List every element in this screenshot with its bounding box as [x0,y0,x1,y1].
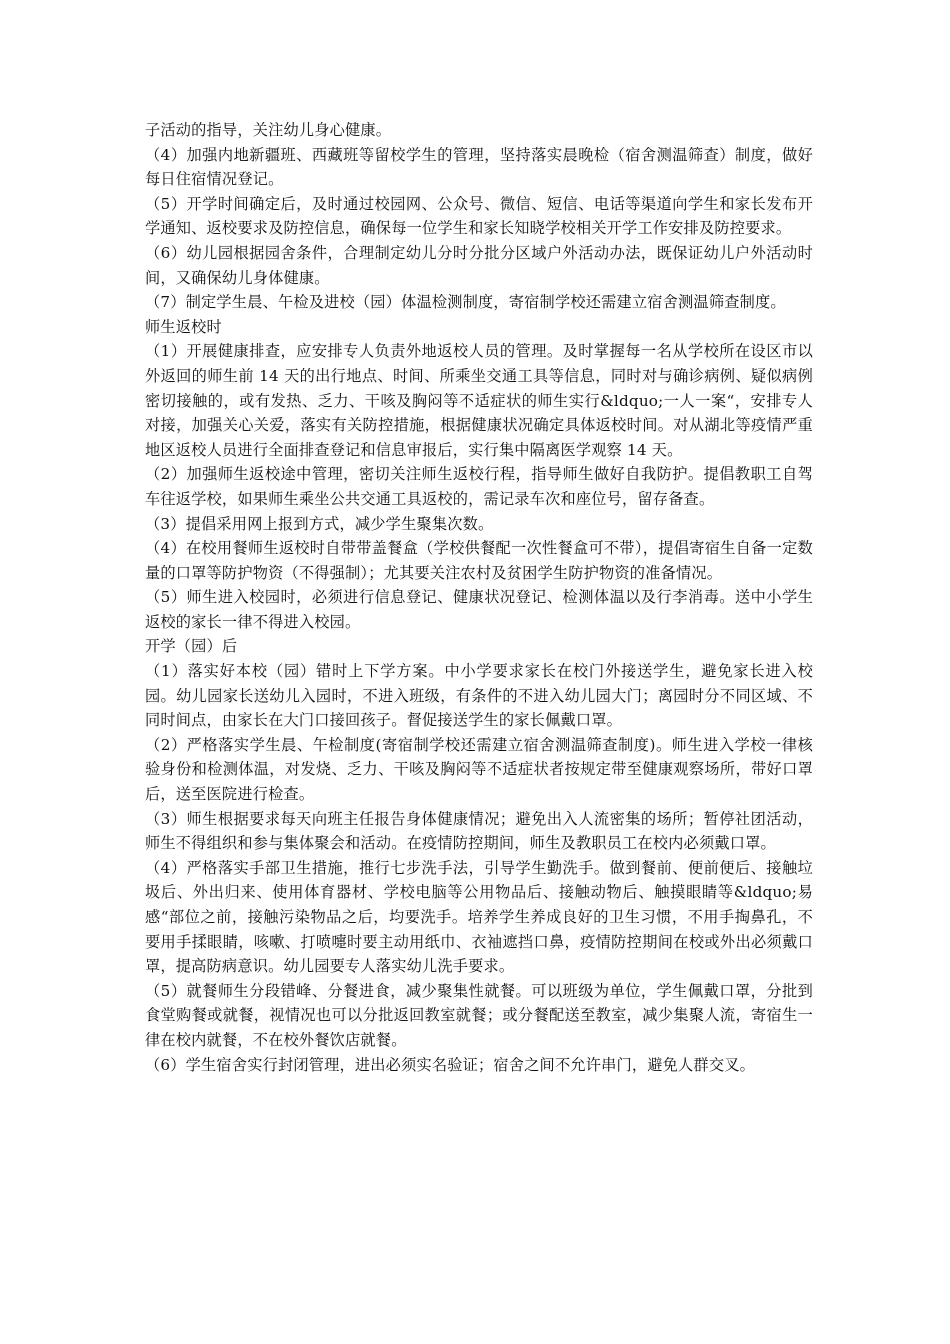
document-body [145,118,813,1077]
paragraph: （4）严格落实手部卫生措施，推行七步洗手法，引导学生勤洗手。做到餐前、便前便后、接触垃圾后、外出归来、使用体育器材、学校电脑等公用物品后、接触动物后、触摸眼睛等&ldquo;易感“部位之前，接触污染物品之后，均要洗手。培养学生养成良好的卫生习惯，不用手掏鼻孔，不要用手揉眼睛，咳嗽、打喷嚏时要主动用纸巾、衣袖遮挡口鼻，疫情防控期间在校或外出必须戴口罩，提高防病意识。幼儿园要专人落实幼儿洗手要求。 [145,858,813,976]
paragraph: （3）师生根据要求每天向班主任报告身体健康情况；避免出入人流密集的场所；暂停社团活动，师生不得组织和参与集体聚会和活动。在疫情防控期间，师生及教职员工在校内必须戴口罩。 [145,809,813,853]
section-heading: 师生返校时 [145,317,222,336]
paragraph: （1）落实好本校（园）错时上下学方案。中小学要求家长在校门外接送学生，避免家长进入校园。幼儿园家长送幼儿入园时，不进入班级，有条件的不进入幼儿园大门；离园时分不同区域、不同时间点，由家长在大门口接回孩子。督促接送学生的家长佩戴口罩。 [145,662,813,730]
paragraph: （3）提倡采用网上报到方式，减少学生聚集次数。 [145,514,494,533]
section-heading: 开学（园）后 [145,637,238,656]
paragraph: （5）开学时间确定后，及时通过校园网、公众号、微信、短信、电话等渠道向学生和家长发布开学通知、返校要求及防控信息，确保每一位学生和家长知晓学校相关开学工作安排及防控要求。 [145,194,813,238]
paragraph: （2）加强师生返校途中管理，密切关注师生返校行程，指导师生做好自我防护。提倡教职工自驾车往返学校，如果师生乘坐公共交通工具返校的，需记录车次和座位号，留存备查。 [145,465,813,508]
paragraph: （2）严格落实学生晨、午检制度(寄宿制学校还需建立宿舍测温筛查制度)。师生进入学校一律核验身份和检测体温，对发烧、乏力、干咳及胸闷等不适症状者按规定带至健康观察场所，带好口罩后，送至医院进行检查。 [145,735,813,804]
paragraph: （1）开展健康排查，应安排专人负责外地返校人员的管理。及时掌握每一名从学校所在设区市以外返回的师生前 14 天的出行地点、时间、所乘坐交通工具等信息，同时对与确诊病例、疑似病例密切接触的，或有发热、乏力、干咳及胸闷等不适症状的师生实行&ldquo;一人一案“，安排专人对接，加强关心关爱，落实有关防控措施，根据健康状况确定具体返校时间。对从湖北等疫情严重地区返校人员进行全面排查登记和信息审报后，实行集中隔离医学观察 14 天。 [145,342,813,459]
paragraph: （6）学生宿舍实行封闭管理，进出必须实名验证；宿舍之间不允许串门，避免人群交叉。 [145,1055,755,1074]
paragraph: （4）加强内地新疆班、西藏班等留校学生的管理，坚持落实晨晚检（宿舍测温筛查）制度，做好每日住宿情况登记。 [145,145,813,189]
paragraph: （6）幼儿园根据园舍条件，合理制定幼儿分时分批分区域户外活动办法，既保证幼儿户外活动时间，又确保幼儿身体健康。 [145,243,813,287]
paragraph: （5）就餐师生分段错峰、分餐进食，减少聚集性就餐。可以班级为单位，学生佩戴口罩，分批到食堂购餐或就餐，视情况也可以分批返回教室就餐；或分餐配送至教室，减少集聚人流，寄宿生一律在校内就餐，不在校外餐饮店就餐。 [145,981,813,1049]
paragraph: （4）在校用餐师生返校时自带带盖餐盒（学校供餐配一次性餐盒可不带），提倡寄宿生自备一定数量的口罩等防护物资（不得强制）；尤其要关注农村及贫困学生防护物资的准备情况。 [145,539,813,582]
paragraph: 子活动的指导，关注幼儿身心健康。 [145,121,392,139]
paragraph: （7）制定学生晨、午检及进校（园）体温检测制度，寄宿制学校还需建立宿舍测温筛查制度。 [145,293,786,312]
paragraph: （5）师生进入校园时，必须进行信息登记、健康状况登记、检测体温以及行李消毒。送中小学生返校的家长一律不得进入校园。 [145,588,813,631]
